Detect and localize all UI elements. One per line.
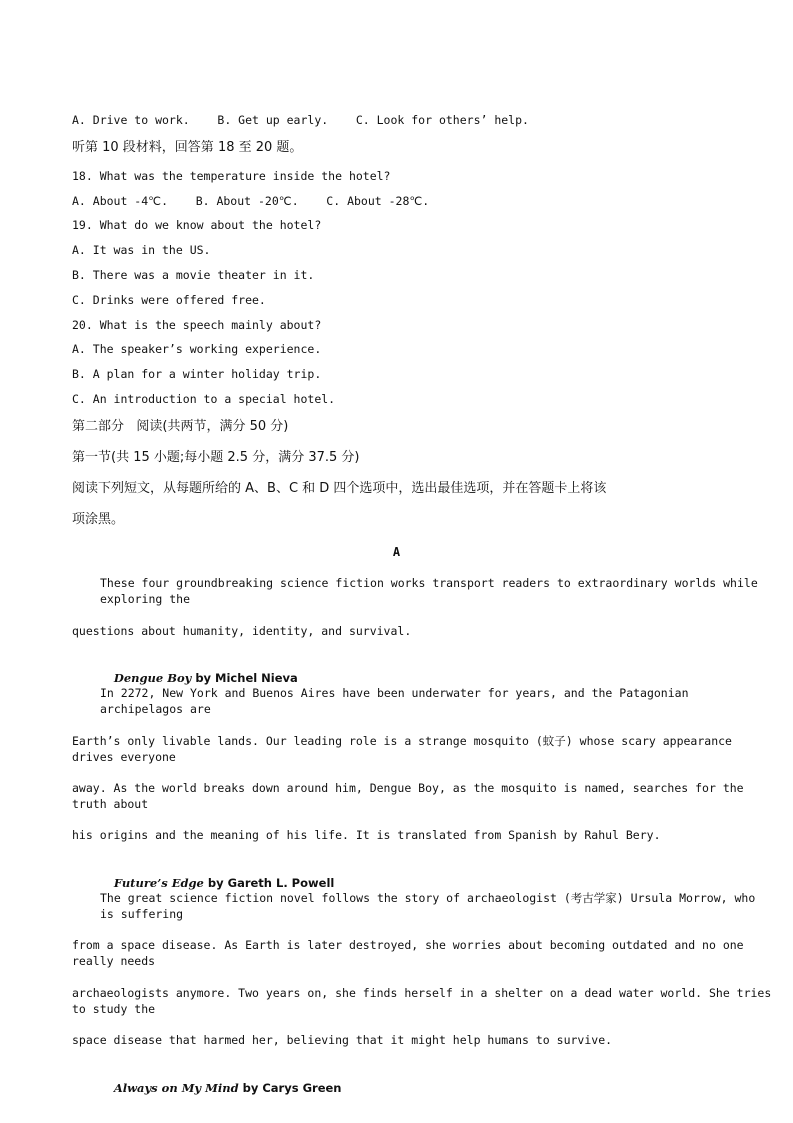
book2-line2: from a space disease. As Earth is later destroyed, she worries about becoming outdated and no one really needs (72, 938, 744, 968)
passage-label: A (392, 545, 401, 559)
book2-line4: space disease that harmed her, believing that it might help humans to survive. (72, 1033, 613, 1047)
question-18: 18. What was the temperature inside the hotel? (72, 169, 391, 183)
book-author: by Michel Nieva (191, 671, 298, 685)
option-20b: B. A plan for a winter holiday trip. (72, 367, 322, 381)
book-title: Dengue Boy (113, 671, 192, 685)
section-heading: 第一节(共 15 小题;每小题 2.5 分，满分 37.5 分) (72, 450, 360, 465)
option-20a: A. The speaker’s working experience. (72, 342, 322, 356)
book2-line1: The great science fiction novel follows the story of archaeologist (考古学家) Ursula Morrow, who is suffering (100, 891, 756, 921)
book1-line4: his origins and the meaning of his life. It is translated from Spanish by Rahul Bery. (72, 828, 661, 842)
option-20c: C. An introduction to a special hotel. (72, 392, 336, 406)
question-20: 20. What is the speech mainly about? (72, 318, 322, 332)
section-instruction: 听第 10 段材料，回答第 18 至 20 题。 (72, 140, 303, 155)
reading-instruction: 阅读下列短文，从每题所给的 A、B、C 和 D 四个选项中，选出最佳选项，并在答题卡上将该 (72, 481, 607, 496)
book-heading-2 (100, 859, 334, 891)
book-author: by Carys Green (238, 1081, 342, 1095)
part-heading: 第二部分 阅读(共两节，满分 50 分) (72, 419, 289, 434)
book-author: by Gareth L. Powell (203, 876, 335, 890)
book-heading-1 (100, 654, 298, 686)
book2-line3: archaeologists anymore. Two years on, she finds herself in a shelter on a dead water world. She tries to study the (72, 986, 772, 1016)
option-19c: C. Drinks were offered free. (72, 293, 266, 307)
question-19: 19. What do we know about the hotel? (72, 218, 322, 232)
reading-instruction-cont: 项涂黑。 (72, 512, 125, 527)
intro-paragraph-line1: These four groundbreaking science fiction works transport readers to extraordinary worlds while exploring the (100, 576, 758, 606)
book-title: Always on My Mind (113, 1081, 239, 1095)
book-heading-3 (100, 1064, 341, 1096)
intro-paragraph-line2: questions about humanity, identity, and survival. (72, 624, 412, 638)
book1-line2: Earth’s only livable lands. Our leading role is a strange mosquito (蚊子) whose scary appearance drives everyone (72, 734, 732, 764)
option-19a: A. It was in the US. (72, 243, 211, 257)
book1-line3: away. As the world breaks down around him, Dengue Boy, as the mosquito is named, searches for the truth about (72, 781, 744, 811)
option-19b: B. There was a movie theater in it. (72, 268, 315, 282)
options-q18: A. About -4℃. B. About -20℃. C. About -28℃. (72, 194, 430, 208)
book-title: Future’s Edge (113, 876, 204, 890)
book1-line1: In 2272, New York and Buenos Aires have been underwater for years, and the Patagonian archipelagos are (100, 686, 689, 716)
options-q17: A. Drive to work. B. Get up early. C. Look for others’ help. (72, 113, 529, 127)
